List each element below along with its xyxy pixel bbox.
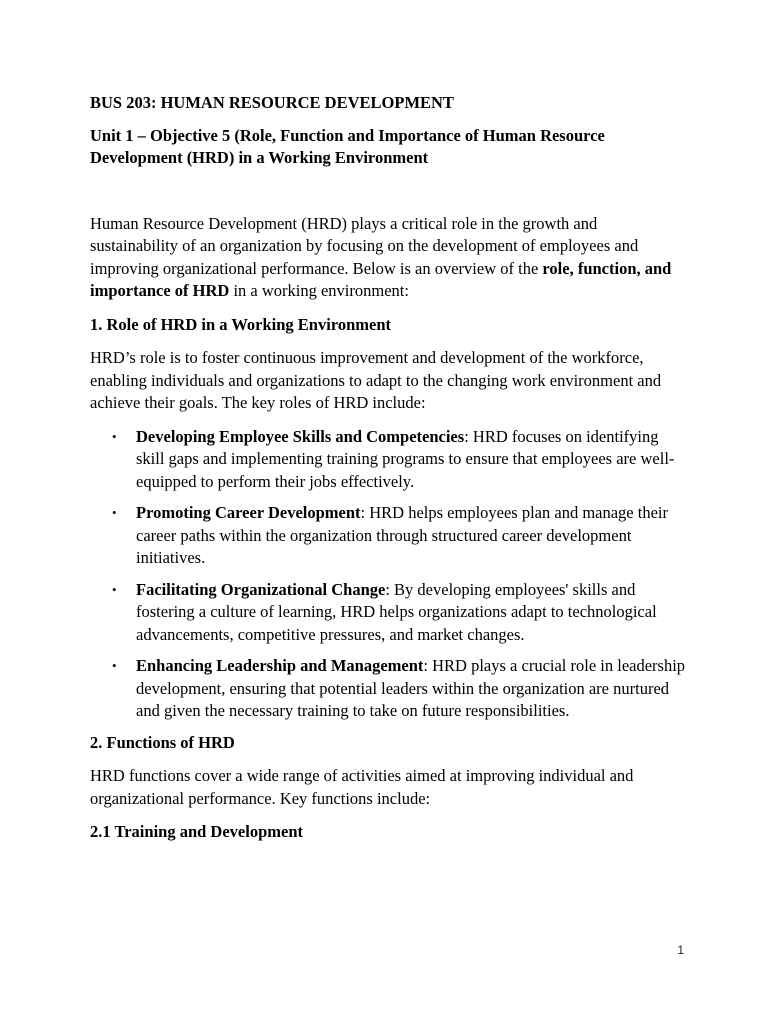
list-item bbox=[90, 502, 688, 570]
list-item bbox=[90, 579, 688, 647]
list-item bbox=[90, 426, 688, 494]
document-body bbox=[90, 92, 688, 855]
list-item-text: : HRD helps employees plan and manage their career paths within the organization through structured career development initiatives. bbox=[136, 503, 668, 567]
section-2-paragraph: HRD functions cover a wide range of activities aimed at improving individual and organizational performance. Key functions include: bbox=[90, 766, 634, 808]
bullet-icon: • bbox=[112, 658, 117, 673]
section-1-heading: 1. Role of HRD in a Working Environment bbox=[90, 314, 392, 334]
list-item-term: Promoting Career Development bbox=[136, 503, 361, 522]
intro-text-before: Human Resource Development (HRD) plays a critical role in the growth and sustainability of an organization by focusing on the development of employees and improving organizational performance. Below is an overview of the bbox=[90, 213, 639, 278]
document-subtitle: Unit 1 – Objective 5 (Role, Function and Importance of Human Resource Development (HRD) in a Working Environment bbox=[90, 125, 605, 167]
intro-text-after: in a working environment: bbox=[229, 281, 409, 300]
list-item-text: : HRD plays a crucial role in leadership development, ensuring that potential leaders within the organization are nurtured and given the necessary training to take on future responsibilities. bbox=[136, 656, 686, 720]
bullet-icon: • bbox=[112, 505, 117, 520]
bullet-icon: • bbox=[112, 428, 117, 444]
list-item-text: : By developing employees' skills and fostering a culture of learning, HRD helps organizations adapt to technological advancements, competitive pressures, and market changes. bbox=[136, 579, 657, 644]
list-item-text: : HRD focuses on identifying skill gaps and implementing training programs to ensure that employees are well-equipped to perform their jobs effectively. bbox=[136, 426, 675, 491]
page-number: 1 bbox=[677, 943, 684, 957]
list-item-term: Facilitating Organizational Change bbox=[136, 579, 386, 599]
role-list bbox=[90, 426, 688, 723]
intro-bold-text: role, function, and importance of HRD bbox=[90, 258, 672, 300]
list-item-term: Developing Employee Skills and Competencies bbox=[136, 426, 465, 446]
bullet-icon: • bbox=[112, 581, 117, 597]
section-1-paragraph: HRD’s role is to foster continuous improvement and development of the workforce, enabling individuals and organizations to adapt to the changing work environment and achieve their goals. The key roles of HRD include: bbox=[90, 348, 662, 412]
list-item bbox=[90, 655, 688, 723]
intro-paragraph bbox=[90, 213, 688, 303]
section-2-1-subheading: 2.1 Training and Development bbox=[90, 822, 303, 841]
document-title: BUS 203: HUMAN RESOURCE DEVELOPMENT bbox=[90, 93, 454, 112]
section-2-heading: 2. Functions of HRD bbox=[90, 732, 235, 752]
list-item-term: Enhancing Leadership and Management bbox=[136, 656, 424, 675]
